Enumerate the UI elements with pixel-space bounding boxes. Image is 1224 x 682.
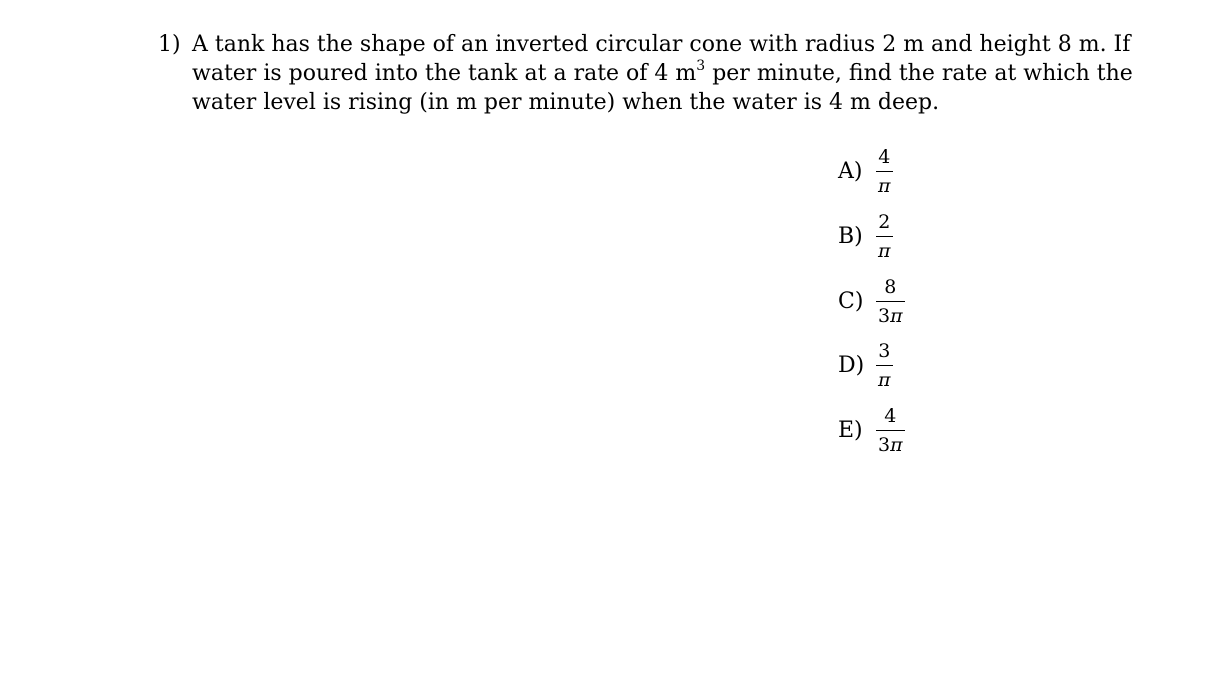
fraction-bar [876,301,905,302]
question-text [192,30,1133,117]
denominator [876,369,893,391]
numerator: 4 [884,404,897,427]
numerator: 2 [878,210,891,233]
choice-label: E) [838,417,863,443]
denominator [876,305,905,327]
fraction-bar [876,236,893,237]
choice-label: B) [838,223,863,249]
pi-symbol: π [878,174,891,197]
denominator-coef: 3 [878,433,891,456]
numerator: 8 [884,275,897,298]
pi-symbol: π [890,433,903,456]
question-number: 1) [158,32,181,57]
choice-label: D) [838,352,865,378]
fraction [876,340,893,391]
choice-a[interactable] [838,143,893,199]
choice-e[interactable] [838,402,905,458]
choice-label: C) [838,288,864,314]
pi-symbol: π [878,239,891,262]
denominator [876,240,893,262]
choice-d[interactable] [838,337,893,393]
numerator: 4 [878,145,891,168]
fraction-bar [876,171,893,172]
choice-b[interactable] [838,208,893,264]
question-line-2-start: water is poured into the tank at a rate of 4 m [192,61,697,86]
cubic-superscript: 3 [696,57,706,74]
question-line-2-end: per minute, find the rate at which the [712,61,1133,86]
question-line-2 [192,57,1133,88]
denominator [876,434,905,456]
denominator-coef: 3 [878,304,891,327]
fraction [876,276,905,327]
fraction [876,146,893,197]
fraction-bar [876,365,893,366]
denominator [876,175,893,197]
fraction [876,211,893,262]
numerator: 3 [878,339,891,362]
question-line-1: A tank has the shape of an inverted circular cone with radius 2 m and height 8 m. If [192,32,1131,57]
pi-symbol: π [890,304,903,327]
fraction [876,405,905,456]
fraction-bar [876,430,905,431]
question-line-3: water level is rising (in m per minute) when the water is 4 m deep. [192,90,940,115]
choice-c[interactable] [838,273,905,329]
pi-symbol: π [878,368,891,391]
choice-label: A) [838,158,863,184]
